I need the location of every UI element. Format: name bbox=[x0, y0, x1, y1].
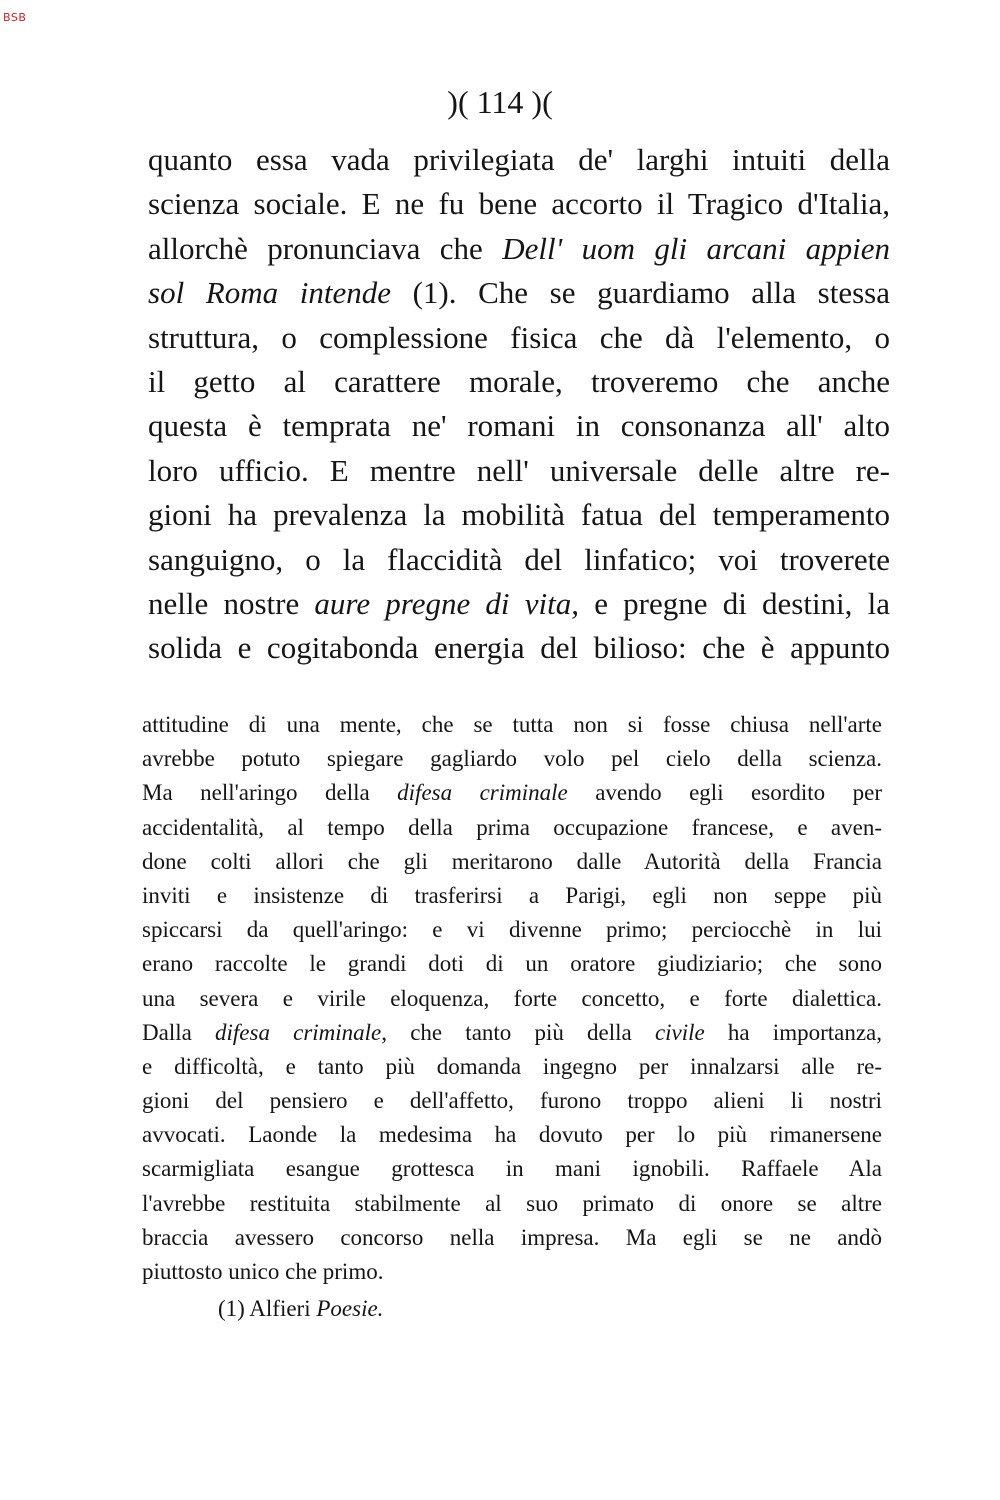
text-run: Dalla bbox=[142, 1019, 215, 1045]
note-line bbox=[142, 845, 882, 879]
text-run: il getto al carattere morale, troveremo che anche bbox=[148, 363, 890, 399]
text-line bbox=[148, 182, 890, 226]
text-line bbox=[148, 493, 890, 537]
note-line bbox=[142, 1187, 882, 1221]
text-run: gioni del pensiero e dell'affetto, furono troppo alieni li nostri bbox=[142, 1088, 882, 1114]
text-run: e pregne di destini, la bbox=[578, 585, 890, 621]
text-line bbox=[148, 138, 890, 182]
text-run: erano raccolte le grandi doti di un oratore giudiziario; che sono bbox=[142, 951, 882, 977]
note-line bbox=[142, 776, 882, 810]
text-run: scarmigliata esangue grottesca in mani ignobili. Raffaele Ala bbox=[142, 1156, 882, 1182]
note-line bbox=[142, 1255, 882, 1289]
text-run: avvocati. Laonde la medesima ha dovuto per lo più rimanersene bbox=[142, 1122, 882, 1148]
page-number: )( 114 )( bbox=[447, 84, 553, 120]
note-line bbox=[142, 708, 882, 742]
note-line bbox=[142, 913, 882, 947]
text-run: inviti e insistenze di trasferirsi a Parigi, egli non seppe più bbox=[142, 882, 882, 908]
text-run: sanguigno, o la flaccidità del linfatico; voi troverete bbox=[148, 541, 890, 577]
text-run: struttura, o complessione fisica che dà l'elemento, o bbox=[148, 319, 890, 355]
text-run: loro ufficio. E mentre nell' universale delle altre re- bbox=[148, 452, 890, 488]
text-run: l'avrebbe restituita stabilmente al suo primato di onore se altre bbox=[142, 1190, 882, 1216]
text-run: e difficoltà, e tanto più domanda ingegno per innalzarsi alle re- bbox=[142, 1053, 882, 1079]
italic-run: difesa criminale bbox=[397, 780, 568, 806]
italic-run: Poesie. bbox=[316, 1296, 384, 1321]
italic-run: difesa criminale bbox=[215, 1019, 382, 1045]
italic-run: sol Roma intende bbox=[148, 275, 391, 311]
text-run: nelle nostre bbox=[148, 585, 315, 621]
note-line bbox=[142, 1152, 882, 1186]
text-run: , che tanto più della bbox=[381, 1019, 655, 1045]
text-line bbox=[148, 271, 890, 315]
text-line bbox=[148, 316, 890, 360]
text-run: solida e cogitabonda energia del bilioso: che è appunto bbox=[148, 630, 890, 666]
note-line bbox=[142, 982, 882, 1016]
note-line bbox=[142, 742, 882, 776]
text-run: braccia avessero concorso nella impresa. Ma egli se ne andò bbox=[142, 1224, 882, 1250]
text-run: scienza sociale. E ne fu bene accorto il Tragico d'Italia, bbox=[148, 186, 890, 222]
text-run: accidentalità, al tempo della prima occupazione francese, e aven- bbox=[142, 814, 882, 840]
text-run: allorchè pronunciava che bbox=[148, 230, 503, 266]
italic-run: aure pregne di vita, bbox=[314, 585, 579, 621]
note-line bbox=[142, 1221, 882, 1255]
text-run: quanto essa vada privilegiata de' larghi intuiti della bbox=[148, 142, 890, 177]
text-line bbox=[148, 449, 890, 493]
note-line bbox=[142, 811, 882, 845]
italic-run: Dell' uom gli arcani appien bbox=[502, 230, 890, 266]
text-run: (1) Alfieri bbox=[218, 1296, 317, 1321]
note-line bbox=[142, 1016, 882, 1050]
text-line bbox=[148, 626, 890, 670]
main-text bbox=[148, 138, 890, 671]
text-line bbox=[148, 538, 890, 582]
text-run: (1). Che se guardiamo alla stessa bbox=[390, 275, 890, 311]
text-run: avrebbe potuto spiegare gagliardo volo pel cielo della scienza. bbox=[142, 746, 882, 772]
text-run: done colti allori che gli meritarono dalle Autorità della Francia bbox=[142, 848, 882, 874]
text-run: piuttosto unico che primo. bbox=[142, 1259, 384, 1284]
note-line bbox=[142, 879, 882, 913]
text-line bbox=[148, 582, 890, 626]
note-line bbox=[142, 1118, 882, 1152]
text-run: gioni ha prevalenza la mobilità fatua del temperamento bbox=[148, 497, 890, 533]
library-stamp: BSB bbox=[3, 11, 27, 24]
text-line bbox=[148, 404, 890, 448]
note-line bbox=[142, 1084, 882, 1118]
text-run: attitudine di una mente, che se tutta non si fosse chiusa nell'arte bbox=[142, 712, 882, 737]
text-run: spiccarsi da quell'aringo: e vi divenne primo; perciocchè in lui bbox=[142, 917, 882, 943]
footnote-reference bbox=[218, 1292, 383, 1326]
text-run: questa è temprata ne' romani in consonanza all' alto bbox=[148, 408, 890, 444]
text-run: una severa e virile eloquenza, forte concetto, e forte dialettica. bbox=[142, 985, 882, 1011]
text-run: avendo egli esordito per bbox=[567, 780, 882, 806]
footnote-continuation bbox=[142, 708, 882, 1289]
note-line bbox=[142, 947, 882, 981]
text-run: Ma nell'aringo della bbox=[142, 780, 398, 806]
text-run: ha importanza, bbox=[704, 1019, 883, 1045]
text-line bbox=[148, 227, 890, 271]
text-line bbox=[148, 360, 890, 404]
note-line bbox=[142, 1050, 882, 1084]
italic-run: civile bbox=[654, 1019, 705, 1045]
